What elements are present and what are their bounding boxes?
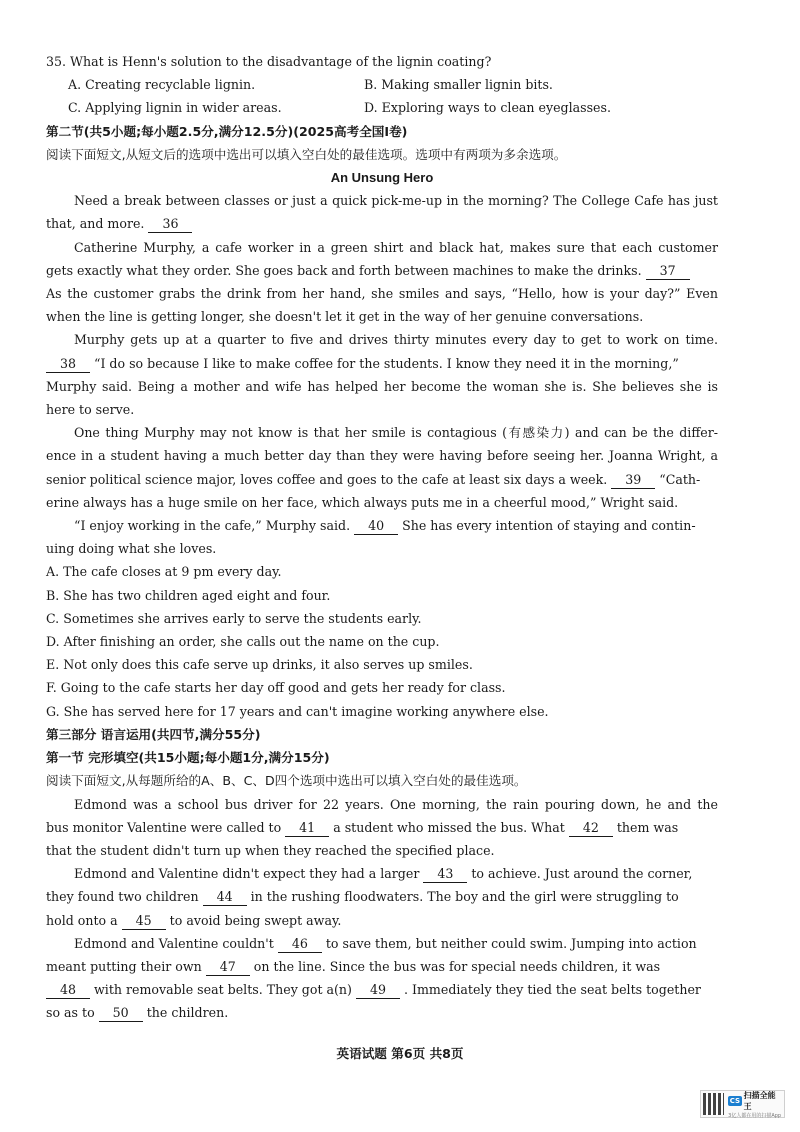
option-c: C. Sometimes she arrives early to serve the students early.: [46, 610, 422, 626]
blank-47: 47: [206, 959, 250, 976]
scanner-tagline: 3亿人都在用的扫描App: [728, 1112, 782, 1119]
q35-options-row-2: [46, 96, 718, 119]
section2-heading: 第二节(共5小题;每小题2.5分,满分12.5分)(2025高考全国Ⅰ卷): [46, 123, 408, 139]
blank-50: 50: [99, 1005, 143, 1022]
c1-line2: bus monitor Valentine were called to 41 a student who missed the bus. What 42 them was: [46, 819, 679, 835]
p2-line4: when the line is getting longer, she doesn't let it get in the way of her genuine conversations.: [46, 309, 644, 325]
option-d: D. After finishing an order, she calls out the name on the cup.: [46, 634, 440, 650]
blank-46: 46: [278, 936, 322, 953]
q35-option-b: B. Making smaller lignin bits.: [364, 77, 553, 93]
part3-instruction: 阅读下面短文,从每题所给的A、B、C、D四个选项中选出可以填入空白处的最佳选项。: [46, 773, 527, 789]
p1-line2: that, and more. 36: [46, 212, 718, 235]
q35-option-c: C. Applying lignin in wider areas.: [68, 100, 282, 116]
p4-line1: One thing Murphy may not know is that her smile is contagious (有感染力) and can be the differ-: [74, 425, 718, 441]
option-b: B. She has two children aged eight and four.: [46, 587, 331, 603]
c3-line1: Edmond and Valentine couldn't 46 to save them, but neither could swim. Jumping into action: [74, 935, 697, 951]
part3-sub-heading: 第一节 完形填空(共15小题;每小题1分,满分15分): [46, 750, 330, 766]
blank-41: 41: [285, 820, 329, 837]
p2-line1: Catherine Murphy, a cafe worker in a green shirt and black hat, makes sure that each customer: [74, 239, 718, 255]
blank-48: 48: [46, 982, 90, 999]
option-a: A. The cafe closes at 9 pm every day.: [46, 564, 282, 580]
p4-line3: senior political science major, loves coffee and goes to the cafe at least six days a week. 39 “Cath-: [46, 471, 701, 487]
p2-line2: gets exactly what they order. She goes back and forth between machines to make the drinks. 37: [46, 259, 718, 282]
option-e: E. Not only does this cafe serve up drinks, it also serves up smiles.: [46, 657, 473, 673]
p2-line3: As the customer grabs the drink from her hand, she smiles and says, “Hello, how is your day?” Even: [46, 286, 718, 302]
q35-option-d: D. Exploring ways to clean eyeglasses.: [364, 100, 611, 116]
c1-line1: Edmond was a school bus driver for 22 years. One morning, the rain pouring down, he and the: [74, 796, 718, 812]
blank-39: 39: [611, 472, 655, 489]
section2-instruction: 阅读下面短文,从短文后的选项中选出可以填入空白处的最佳选项。选项中有两项为多余选项。: [46, 146, 567, 162]
c2-line2: they found two children 44 in the rushing floodwaters. The boy and the girl were struggling to: [46, 889, 679, 905]
q35-option-a: A. Creating recyclable lignin.: [68, 77, 256, 93]
blank-44: 44: [203, 889, 247, 906]
p1-line1: Need a break between classes or just a quick pick-me-up in the morning? The College Cafe has just: [74, 193, 718, 209]
option-f: F. Going to the cafe starts her day off good and gets her ready for class.: [46, 680, 506, 696]
blank-45: 45: [122, 913, 166, 930]
c3-line4: so as to 50 the children.: [46, 1005, 229, 1021]
p3-line2: 38 “I do so because I like to make coffee for the students. I know they need it in the morning,”: [46, 352, 718, 375]
c3-line3: 48 with removable seat belts. They got a(n) 49 . Immediately they tied the seat belts together: [46, 978, 718, 1001]
q35-stem: 35. What is Henn's solution to the disadvantage of the lignin coating?: [46, 54, 492, 69]
scanner-watermark: [700, 1090, 785, 1118]
c3-line2: meant putting their own 47 on the line. Since the bus was for special needs children, it was: [46, 958, 661, 974]
blank-43: 43: [423, 866, 467, 883]
c2-line3: hold onto a 45 to avoid being swept away.: [46, 912, 342, 928]
page-footer: 英语试题 第6页 共8页: [336, 1046, 464, 1061]
p5-line1: “I enjoy working in the cafe,” Murphy said. 40 She has every intention of staying and contin-: [74, 518, 696, 534]
p3-line4: here to serve.: [46, 402, 135, 418]
passage-title: An Unsung Hero: [330, 170, 434, 186]
blank-37: 37: [646, 263, 690, 280]
cs-logo-icon: CS: [729, 1096, 741, 1105]
p4-line4: erine always has a huge smile on her face, which always puts me in a cheerful mood,” Wright said.: [46, 494, 679, 510]
scanner-app-name: 扫描全能王: [743, 1090, 776, 1111]
part3-heading: 第三部分 语言运用(共四节,满分55分): [46, 726, 261, 742]
exam-page: [46, 50, 718, 1025]
option-g: G. She has served here for 17 years and can't imagine working anywhere else.: [46, 703, 549, 719]
p5-line2: uing doing what she loves.: [46, 541, 217, 557]
scanner-label: [728, 1090, 782, 1119]
p3-line1: Murphy gets up at a quarter to five and drives thirty minutes every day to get to work on time.: [74, 332, 718, 348]
blank-38: 38: [46, 356, 90, 373]
p4-line2: ence in a student having a much better day than they were having before seeing her. Joanna Wright, a: [46, 448, 718, 464]
blank-40: 40: [354, 518, 398, 535]
p3-line3: Murphy said. Being a mother and wife has helped her become the woman she is. She believes she is: [46, 378, 718, 394]
blank-42: 42: [569, 820, 613, 837]
blank-36: 36: [148, 216, 192, 233]
c2-line1: Edmond and Valentine didn't expect they had a larger 43 to achieve. Just around the corner,: [74, 866, 693, 882]
qr-code-icon: [703, 1093, 724, 1115]
blank-49: 49: [356, 982, 400, 999]
q35-options-row-1: [46, 73, 718, 96]
c1-line3: that the student didn't turn up when they reached the specified place.: [46, 842, 495, 858]
